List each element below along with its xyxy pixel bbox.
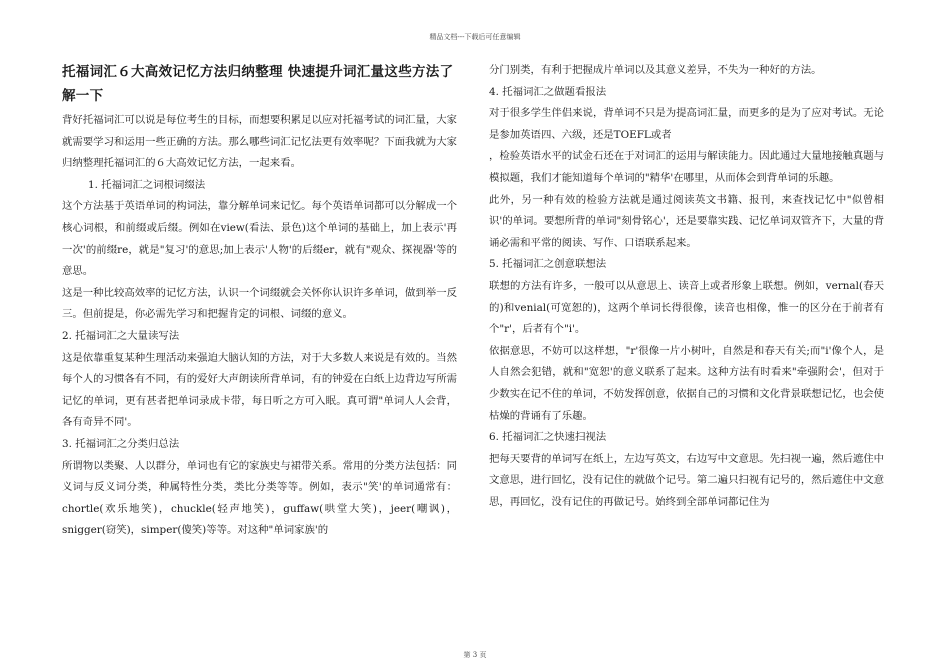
section-heading-5: 5. 托福词汇之创意联想法 <box>489 258 607 271</box>
paragraph: 所谓物以类聚、人以群分，单词也有它的家族史与裙带关系。常用的分类方法包括：同义词与反义词分类，种属特性分类，类比分类等等。例如，表示"笑'的单词通常有：chortle(欢乐地笑)，chuckle(轻声地笑)，guffaw(哄堂大笑)，jeer(嘲讽)，snigger(窃笑)，simper(傻笑)等等。对这种"单词家族'的 <box>62 459 457 537</box>
paragraph: 对于很多学生伴侣来说，背单词不只是为提高词汇量，而更多的是为了应对考试。无论是参加英语四、六级，还是TOEFL或者 <box>489 107 884 141</box>
section-heading-1: 1. 托福词汇之词根词缀法 <box>88 178 206 191</box>
paragraph: 这是依靠重复某种生理活动来强迫大脑认知的方法，对于大多数人来说是有效的。当然每个人的习惯各有不同，有的爱好大声朗读所背单词，有的钟爱在白纸上边背边写所需记忆的单词，更有甚者把单词录成卡带，每日听之方可入眠。真可谓"单词人人会背，各有奇异不同'。 <box>62 351 457 429</box>
paragraph: 依据意思，不妨可以这样想，"r'很像一片小树叶，自然是和春天有关;而"i'像个人，是人自然会犯错，就和"宽恕'的意义联系了起来。这种方法有时看来"牵强附会'，但对于少数实在记不住的单词，不妨发挥创意，依据自己的习惯和文化背景联想记忆，也会使枯燥的背诵有了乐趣。 <box>489 344 884 422</box>
paragraph: 分门别类，有利于把握成片单词以及其意义差异，不失为一种好的方法。 <box>489 64 822 76</box>
paragraph: 联想的方法有许多，一般可以从意思上、读音上或者形象上联想。例如，vernal(春天的)和venial(可宽恕的)，这两个单词长得很像，读音也相像，惟一的区分在于前者有个"r'，后者有个"i'。 <box>489 279 884 336</box>
article-title: 托福词汇６大高效记忆方法归纳整理 快速提升词汇量这些方法了解一下 <box>62 64 454 104</box>
paragraph: 此外，另一种有效的检验方法就是通过阅读英文书籍、报刊，来查找记忆中"似曾相识'的单词。要想所背的单词"刻骨铭心'，还是要靠实践、记忆单词双管齐下，大量的背诵必需和平常的阅读、写作、口语联系起来。 <box>489 193 884 249</box>
paragraph: 把每天要背的单词写在纸上，左边写英文，右边写中文意思。先扫视一遍，然后遮住中文意思，进行回忆，没有记住的就做个记号。第二遍只扫视有记号的，然后遮住中文意思，再回忆，没有记住的再做记号。始终到全部单词都记住为 <box>489 452 884 508</box>
right-column <box>489 60 884 513</box>
page-header: 精品文档---下载后可任意编辑 <box>429 33 521 41</box>
intro-paragraph: 背好托福词汇可以说是每位考生的目标，而想要积累足以应对托福考试的词汇量，大家就需要学习和运用一些正确的方法。那么哪些词汇记忆法更有效率呢？下面我就为大家归纳整理托福词汇的６大高效记忆方法，一起来看。 <box>62 114 457 170</box>
page-number: 第 3 页 <box>463 651 487 659</box>
section-heading-3: 3. 托福词汇之分类归总法 <box>62 437 180 450</box>
section-heading-6: 6. 托福词汇之快速扫视法 <box>489 431 607 444</box>
left-column <box>62 60 457 542</box>
paragraph: ，检验英语水平的试金石还在于对词汇的运用与解读能力。因此通过大量地接触真题与模拟题，我们才能知道每个单词的"精华'在哪里，从而体会到背单词的乐趣。 <box>489 150 884 184</box>
paragraph: 这个方法基于英语单词的构词法，靠分解单词来记忆。每个英语单词都可以分解成一个核心词根，和前缀或后缀。例如在view(看法、景色)这个单词的基础上，加上表示'再一次'的前缀re，就是"复习'的意思;加上表示'人物'的后缀er，就有"观众、探视器'等的意思。 <box>62 200 457 278</box>
paragraph: 这是一种比较高效率的记忆方法，认识一个词缀就会关怀你认识许多单词，做到举一反三。但前提是，你必需先学习和把握肯定的词根、词缀的意义。 <box>62 286 457 321</box>
section-heading-4: 4. 托福词汇之做题看报法 <box>489 85 607 98</box>
section-heading-2: 2. 托福词汇之大量读写法 <box>62 329 180 342</box>
